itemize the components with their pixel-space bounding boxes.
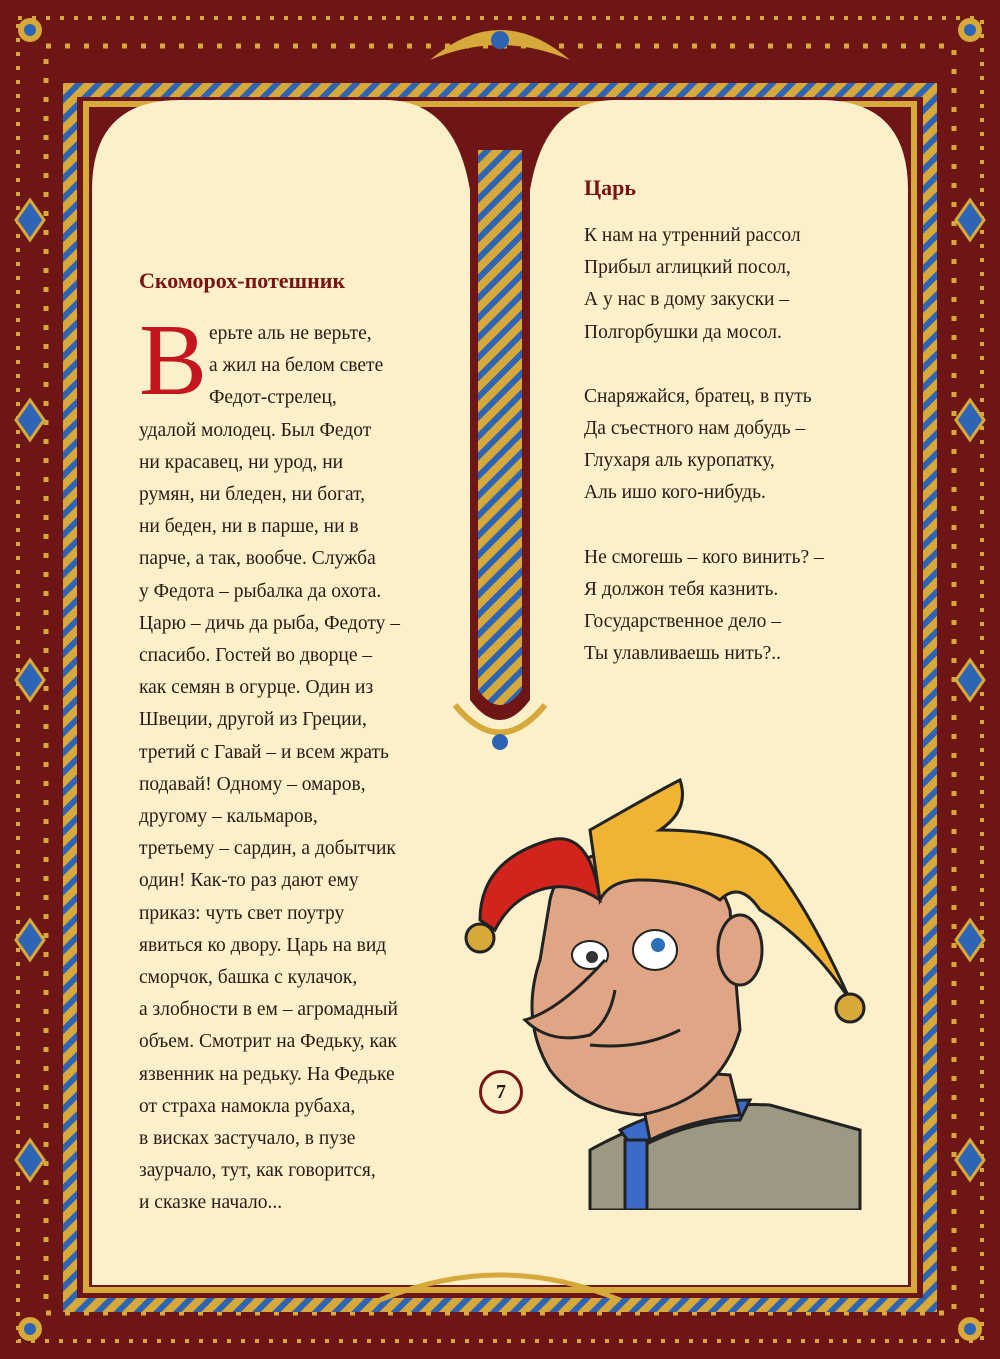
poem-line: Глухаря аль куропатку, xyxy=(584,450,775,472)
hat-bell xyxy=(836,994,864,1022)
prose-line: сморчок, башка с кулачок, xyxy=(139,967,358,989)
prose-line: явиться ко двору. Царь на вид xyxy=(139,934,387,956)
prose-line: Царю – дичь да рыба, Федоту – xyxy=(139,612,400,634)
poem-line: Государственное дело – xyxy=(584,611,782,633)
prose-line: Швеции, другой из Греции, xyxy=(139,709,367,731)
stanza xyxy=(584,220,904,349)
poem-line: А у нас в дому закуски – xyxy=(584,289,790,311)
prose-line: третий с Гавай – и всем жрать xyxy=(139,741,389,763)
poem-line: Я должон тебя казнить. xyxy=(584,578,779,600)
poem xyxy=(584,220,904,702)
prose-line: а злобности в ем – агромадный xyxy=(139,999,398,1021)
prose-line: ерьте аль не верьте, xyxy=(209,323,372,344)
poem-line: Да съестного нам добудь – xyxy=(584,418,806,440)
drop-cap: В xyxy=(139,304,208,417)
prose-line: объем. Смотрит на Федьку, как xyxy=(139,1031,397,1053)
prose-line: спасибо. Гостей во дворце – xyxy=(139,645,373,667)
jester-placket xyxy=(625,1140,647,1210)
left-prose xyxy=(139,318,439,1220)
page-number: 7 xyxy=(479,1070,523,1114)
poem-line: Полгорбушки да мосол. xyxy=(584,321,782,343)
prose-line: язвенник на редьку. На Федьке xyxy=(139,1063,395,1085)
prose-line: третьему – сардин, а добытчик xyxy=(139,838,396,860)
prose-line: другому – кальмаров, xyxy=(139,806,318,828)
prose-line: заурчало, тут, как говорится, xyxy=(139,1160,376,1182)
hat-bell xyxy=(466,924,494,952)
prose-line: и сказке начало... xyxy=(139,1192,283,1214)
poem-line: К нам на утренний рассол xyxy=(584,225,801,246)
poem-line: Ты улавливаешь нить?.. xyxy=(584,643,782,665)
poem-line: Не смогешь – кого винить? – xyxy=(584,546,824,568)
prose-line: а жил на белом свете xyxy=(209,355,384,377)
prose-line: приказ: чуть свет поутру xyxy=(139,902,345,924)
prose-line: от страха намокла рубаха, xyxy=(139,1095,356,1117)
prose-line: ни красавец, ни урод, ни xyxy=(139,451,344,473)
prose-line: румян, ни бледен, ни богат, xyxy=(139,484,366,506)
prose-line: в висках застучало, в пузе xyxy=(139,1128,356,1150)
prose-line: парче, а так, вообче. Служба xyxy=(139,548,376,570)
poem-line: Аль ишо кого-нибудь. xyxy=(584,482,766,504)
prose-line: подавай! Одному – омаров, xyxy=(139,773,366,795)
left-heading: Скоморох-потешник xyxy=(139,268,346,293)
jester-illustration xyxy=(440,770,900,1210)
prose-line: удалой молодец. Был Федот xyxy=(139,419,372,441)
prose-line: Федот-стрелец, xyxy=(209,387,337,409)
stanza xyxy=(584,542,904,671)
prose-line: у Федота – рыбалка да охота. xyxy=(139,580,382,602)
right-heading: Царь xyxy=(584,175,636,200)
prose-line: ни беден, ни в парше, ни в xyxy=(139,516,359,538)
prose-line: как семян в огурце. Один из xyxy=(139,677,374,699)
stanza xyxy=(584,381,904,510)
poem-line: Прибыл аглицкий посол, xyxy=(584,257,791,279)
prose-line: один! Как-то раз дают ему xyxy=(139,870,359,892)
poem-line: Снаряжайся, братец, в путь xyxy=(584,385,812,407)
